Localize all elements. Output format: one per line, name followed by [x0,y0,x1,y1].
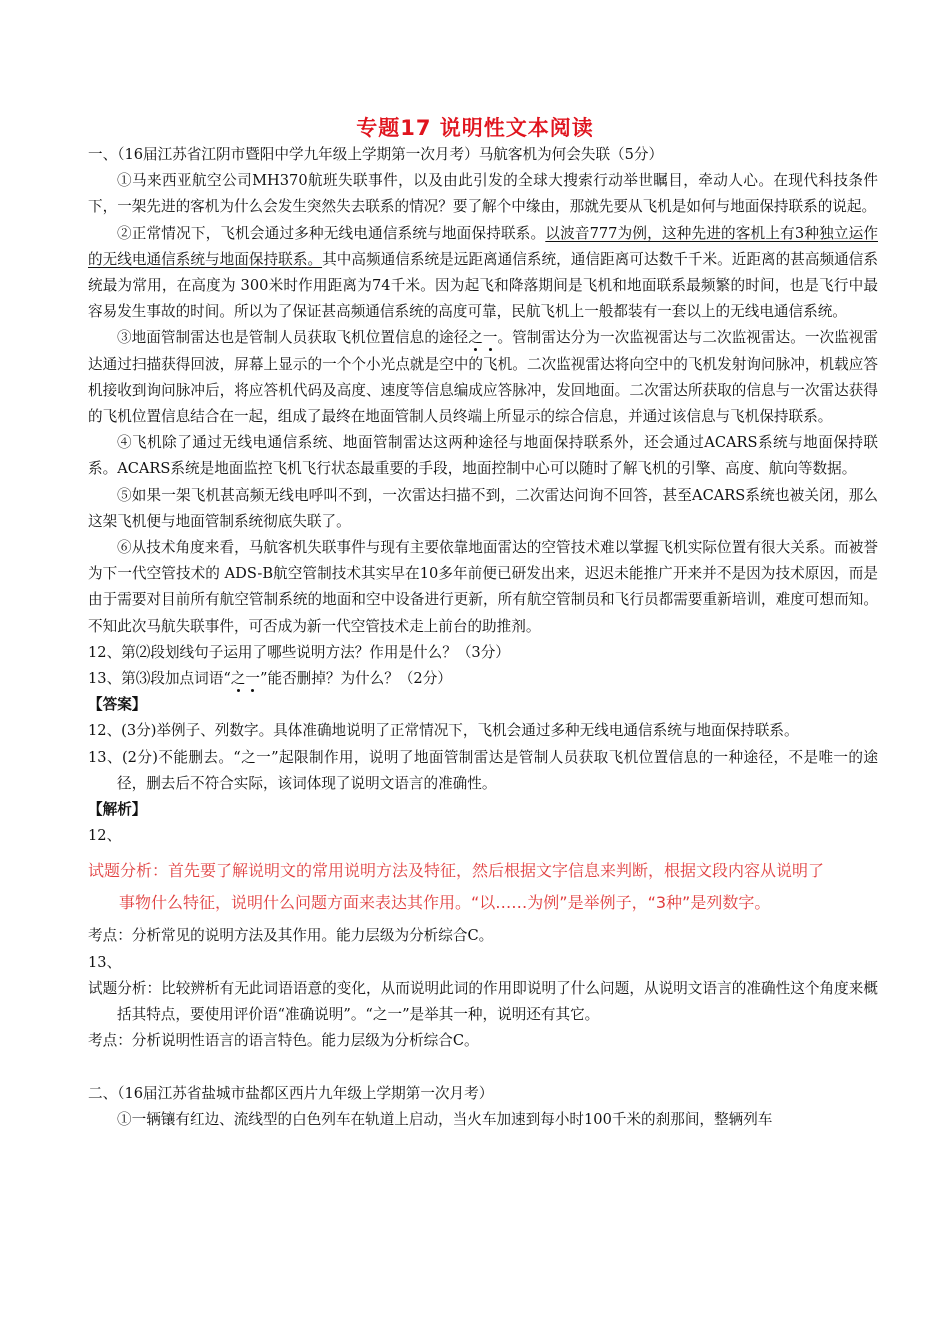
paragraph-5: ⑤如果一架飞机甚高频无线电呼叫不到，一次雷达扫描不到，二次雷达问询不回答，甚至ACARS系统也被关闭，那么这架飞机便与地面管制系统彻底失联了。 [88,486,878,530]
section1-heading: 一、（16届江苏省江阴市暨阳中学九年级上学期第一次月考）马航客机为何会失联（5分） [88,146,664,163]
analysis-label: 【解析】 [88,801,147,819]
paragraph-2-text-a: ②正常情况下，飞机会通过多种无线电通信系统与地面保持联系。 [117,224,546,242]
underlined-sentence: 以波音777为例，这种先进的客机上有3种独立运作的无线电通信系统与地面保持联系。 [88,224,878,268]
dotted-char: 之 [230,670,246,688]
section-gap [88,1055,878,1081]
paragraph-4: ④飞机除了通过无线电通信系统、地面管制雷达这两种途径与地面保持联系外，还会通过ACARS系统与地面保持联系。ACARS系统是地面监控飞机飞行状态最重要的手段，地面控制中心可以随时了解飞机的引擎、高度、航向等数据。 [88,434,878,478]
analysis-12-number: 12、 [88,827,122,845]
analysis-13-text: 试题分析：比较辨析有无此词语语意的变化，从而说明此词的作用即说明了什么问题，从说明文语言的准确性这个角度来概括其特点，要使用评价语“准确说明”。“之一”是举其一种，说明还有其它。 [88,979,878,1024]
dotted-char: 一 [245,670,261,688]
analysis-12-text [88,855,878,919]
answer-label: 【答案】 [88,696,147,714]
paragraph-3 [88,325,878,430]
question-13 [88,666,878,692]
paragraph-2 [88,221,878,326]
paragraph-6: ⑥从技术角度来看，马航客机失联事件与现有主要依靠地面雷达的空管技术难以掌握飞机实际位置有很大关系。而被誉为下一代空管技术的 ADS-B航空管制技术其实早在10多年前便已研发出来，迟迟未能推广开来并不是因为技术原因，而是由于需要对目前所有航空管制系统的地面和空中设备进行更新，所有航空管制员和飞行员都需要重新培训，难度可想而知。不知此次马航失联事件，可否成为新一代空管技术走上前台的助推剂。 [88,539,878,635]
analysis-12-line-2: 事物什么特征，说明什么问题方面来表达其作用。“以……为例”是举例子，“3种”是列数字。 [119,893,771,913]
dotted-char: 之 [468,329,483,347]
document-body [88,142,878,1133]
kaodian-12: 考点：分析常见的说明方法及其作用。能力层级为分析综合C。 [88,927,494,945]
paragraph-3-text-b: 。管制雷达分为一次监视雷达与二次监视雷达。一次监视雷达通过扫描获得回波，屏幕上显示的一个个小光点就是空中的飞机。二次监视雷达将向空中的飞机发射询问脉冲，机载应答机接收到询问脉冲后，将应答机代码及高度、速度等信息编成应答脉冲，发回地面。二次雷达所获取的信息与一次雷达获得的飞机位置信息结合在一起，组成了最终在地面管制人员终端上所显示的综合信息，并通过该信息与飞机保持联系。 [88,329,878,426]
paragraph-1: ①马来西亚航空公司MH370航班失联事件，以及由此引发的全球大搜索行动举世瞩目，牵动人心。在现代科技条件下，一架先进的客机为什么会发生突然失去联系的情况？要了解个中缘由，那就先要从飞机是如何与地面保持联系的说起。 [88,172,878,216]
paragraph-3-text-a: ③地面管制雷达也是管制人员获取飞机位置信息的途径 [117,329,469,347]
paragraph-2-text-b: 其中高频通信系统是远距离通信系统，通信距离可达数千千米。近距离的甚高频通信系统最为常用，在高度为 300米时作用距离为74千米。因为起飞和降落期间是飞机和地面联系最频繁的时间，也是飞行中最容易发生事故的时间。所以为了保证甚高频通信系统的高度可靠，民航飞机上一般都装有一套以上的无线电通信系统。 [88,250,878,321]
section2-heading: 二、（16届江苏省盐城市盐都区西片九年级上学期第一次月考） [88,1084,494,1102]
dotted-char: 一 [482,329,498,347]
answer-12: 12、(3分)举例子、列数字。具体准确地说明了正常情况下，飞机会通过多种无线电通信系统与地面保持联系。 [88,722,799,740]
section2-paragraph-1: ①一辆镶有红边、流线型的白色列车在轨道上启动，当火车加速到每小时100千米的刹那间，整辆列车 [117,1110,773,1128]
analysis-12-line-1: 试题分析：首先要了解说明文的常用说明方法及特征，然后根据文字信息来判断，根据文段内容从说明了 [88,861,825,881]
page-title: 专题17 说明性文本阅读 [356,116,594,140]
question-12: 12、第⑵段划线句子运用了哪些说明方法？作用是什么？（3分） [88,643,510,661]
analysis-13-number: 13、 [88,953,122,971]
answer-13: 13、(2分)不能删去。“之一”起限制作用，说明了地面管制雷达是管制人员获取飞机位置信息的一种途径，不是唯一的途径，删去后不符合实际，该词体现了说明文语言的准确性。 [88,748,878,792]
question-13-text-a: 13、第⑶段加点词语“ [88,670,231,688]
question-13-text-b: ”能否删掉？为什么？（2分） [260,670,452,688]
kaodian-13: 考点：分析说明性语言的语言特色。能力层级为分析综合C。 [88,1032,479,1050]
